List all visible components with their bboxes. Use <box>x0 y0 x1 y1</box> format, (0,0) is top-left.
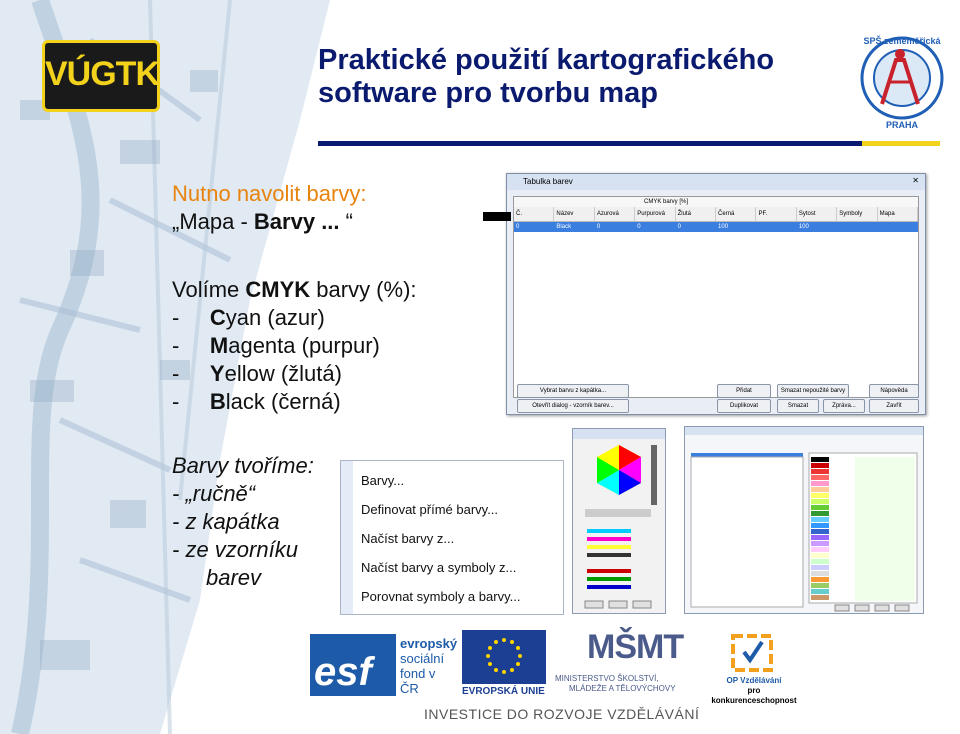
cmyk-item-black: - Black (černá) <box>172 389 341 414</box>
cell: 0 <box>596 224 601 230</box>
create-method-3: - ze vzorníku <box>172 537 298 562</box>
section-cmyk <box>172 276 417 416</box>
title-line-2: software pro tvorbu map <box>318 77 658 109</box>
delete-button[interactable]: Smazat <box>777 399 819 413</box>
create-method-3-cont: barev <box>206 565 262 590</box>
help-button[interactable]: Nápověda <box>869 384 919 398</box>
delete-unused-button[interactable]: Smazat nepoužité barvy <box>777 384 849 398</box>
color-table <box>513 196 919 398</box>
footer-tagline: INVESTICE DO ROZVOJE VZDĚLÁVÁNÍ <box>424 706 700 722</box>
msmt-logo: MŠMT MINISTERSTVO ŠKOLSTVÍ, MLÁDEŽE A TĚLOVÝCHOVY <box>555 628 684 693</box>
eu-logo: EVROPSKÁ UNIE <box>462 630 546 700</box>
title-divider-accent <box>862 141 940 146</box>
svg-text:SPŠ zeměměřická: SPŠ zeměměřická <box>863 36 941 46</box>
section-colors-menu <box>172 180 366 236</box>
close-button[interactable]: Zavřít <box>869 399 919 413</box>
menu-item-load-colors-symbols[interactable]: Načíst barvy a symboly z... <box>361 560 517 575</box>
col-header: Černá <box>716 207 756 221</box>
col-header: Azurová <box>595 207 635 221</box>
menu-icon-strip <box>341 461 353 614</box>
section-create-colors <box>172 452 314 592</box>
add-button[interactable]: Přidat <box>717 384 771 398</box>
duplicate-button[interactable]: Duplikovat <box>717 399 771 413</box>
vugtk-logo: VÚGTK <box>42 40 160 112</box>
report-button[interactable]: Zpráva... <box>823 399 865 413</box>
cmyk-intro: Volíme CMYK barvy (%): <box>172 277 417 302</box>
cell: 0 <box>637 224 641 230</box>
cell: 100 <box>718 224 729 230</box>
col-header: Název <box>554 207 594 221</box>
menu-item-compare-symbols[interactable]: Porovnat symboly a barvy... <box>361 589 521 604</box>
colors-menu <box>340 460 564 615</box>
op-vk-logo: OP Vzdělávání pro konkurenceschopnost <box>704 630 804 700</box>
close-icon[interactable]: ✕ <box>912 176 919 185</box>
col-header: Mapa <box>878 207 918 221</box>
table-header <box>514 207 918 222</box>
table-row[interactable] <box>514 222 918 232</box>
col-header: Žlutá <box>676 207 716 221</box>
col-header: Č. <box>514 207 554 221</box>
svg-text:PRAHA: PRAHA <box>885 120 919 130</box>
swatch-dialog-window <box>684 426 924 614</box>
col-header: PF. <box>756 207 796 221</box>
cell: 100 <box>798 224 809 230</box>
op-vk-emblem <box>730 630 776 674</box>
cmyk-item-magenta: - Magenta (purpur) <box>172 333 380 358</box>
cell <box>756 222 796 232</box>
cell: 0 <box>516 224 520 230</box>
menu-item-colors[interactable]: Barvy... <box>361 473 405 488</box>
cell <box>878 222 918 232</box>
window-title: Tabulka barev <box>507 174 925 190</box>
sps-zememericka-logo <box>846 30 958 130</box>
create-method-1: - „ručně“ <box>172 481 256 506</box>
page-title <box>318 44 838 110</box>
eu-stars-icon <box>484 636 524 676</box>
col-header: Symboly <box>837 207 877 221</box>
cell: 0 <box>677 224 681 230</box>
title-line-1: Praktické použití kartografického <box>318 44 775 76</box>
cmyk-item-yellow: - Yellow (žlutá) <box>172 361 342 386</box>
esf-logo: esf evropský sociální fond v ČR <box>310 630 455 700</box>
color-table-window <box>506 173 926 415</box>
section1-menu-path: „Mapa - Barvy ... “ <box>172 209 353 234</box>
color-swatch-black <box>483 212 511 221</box>
color-picker-window <box>572 428 666 614</box>
cmyk-item-cyan: - Cyan (azur) <box>172 305 325 330</box>
create-method-2: - z kapátka <box>172 509 280 534</box>
section3-heading: Barvy tvoříme: <box>172 453 314 478</box>
open-swatch-dialog-button[interactable]: Otevřít dialog - vzorník barev... <box>517 399 629 413</box>
col-header: Purpurová <box>635 207 675 221</box>
cell: Black <box>556 224 572 230</box>
pick-color-button[interactable]: Vybrat barvu z kapátka... <box>517 384 629 398</box>
cell <box>837 222 877 232</box>
section1-heading: Nutno navolit barvy: <box>172 181 367 206</box>
menu-item-load-colors[interactable]: Načíst barvy z... <box>361 531 455 546</box>
col-header: Sytost <box>797 207 837 221</box>
title-divider <box>318 141 863 146</box>
menu-item-spot-colors[interactable]: Definovat přímé barvy... <box>361 502 499 517</box>
cmyk-header-group: CMYK barvy [%] <box>514 197 918 207</box>
